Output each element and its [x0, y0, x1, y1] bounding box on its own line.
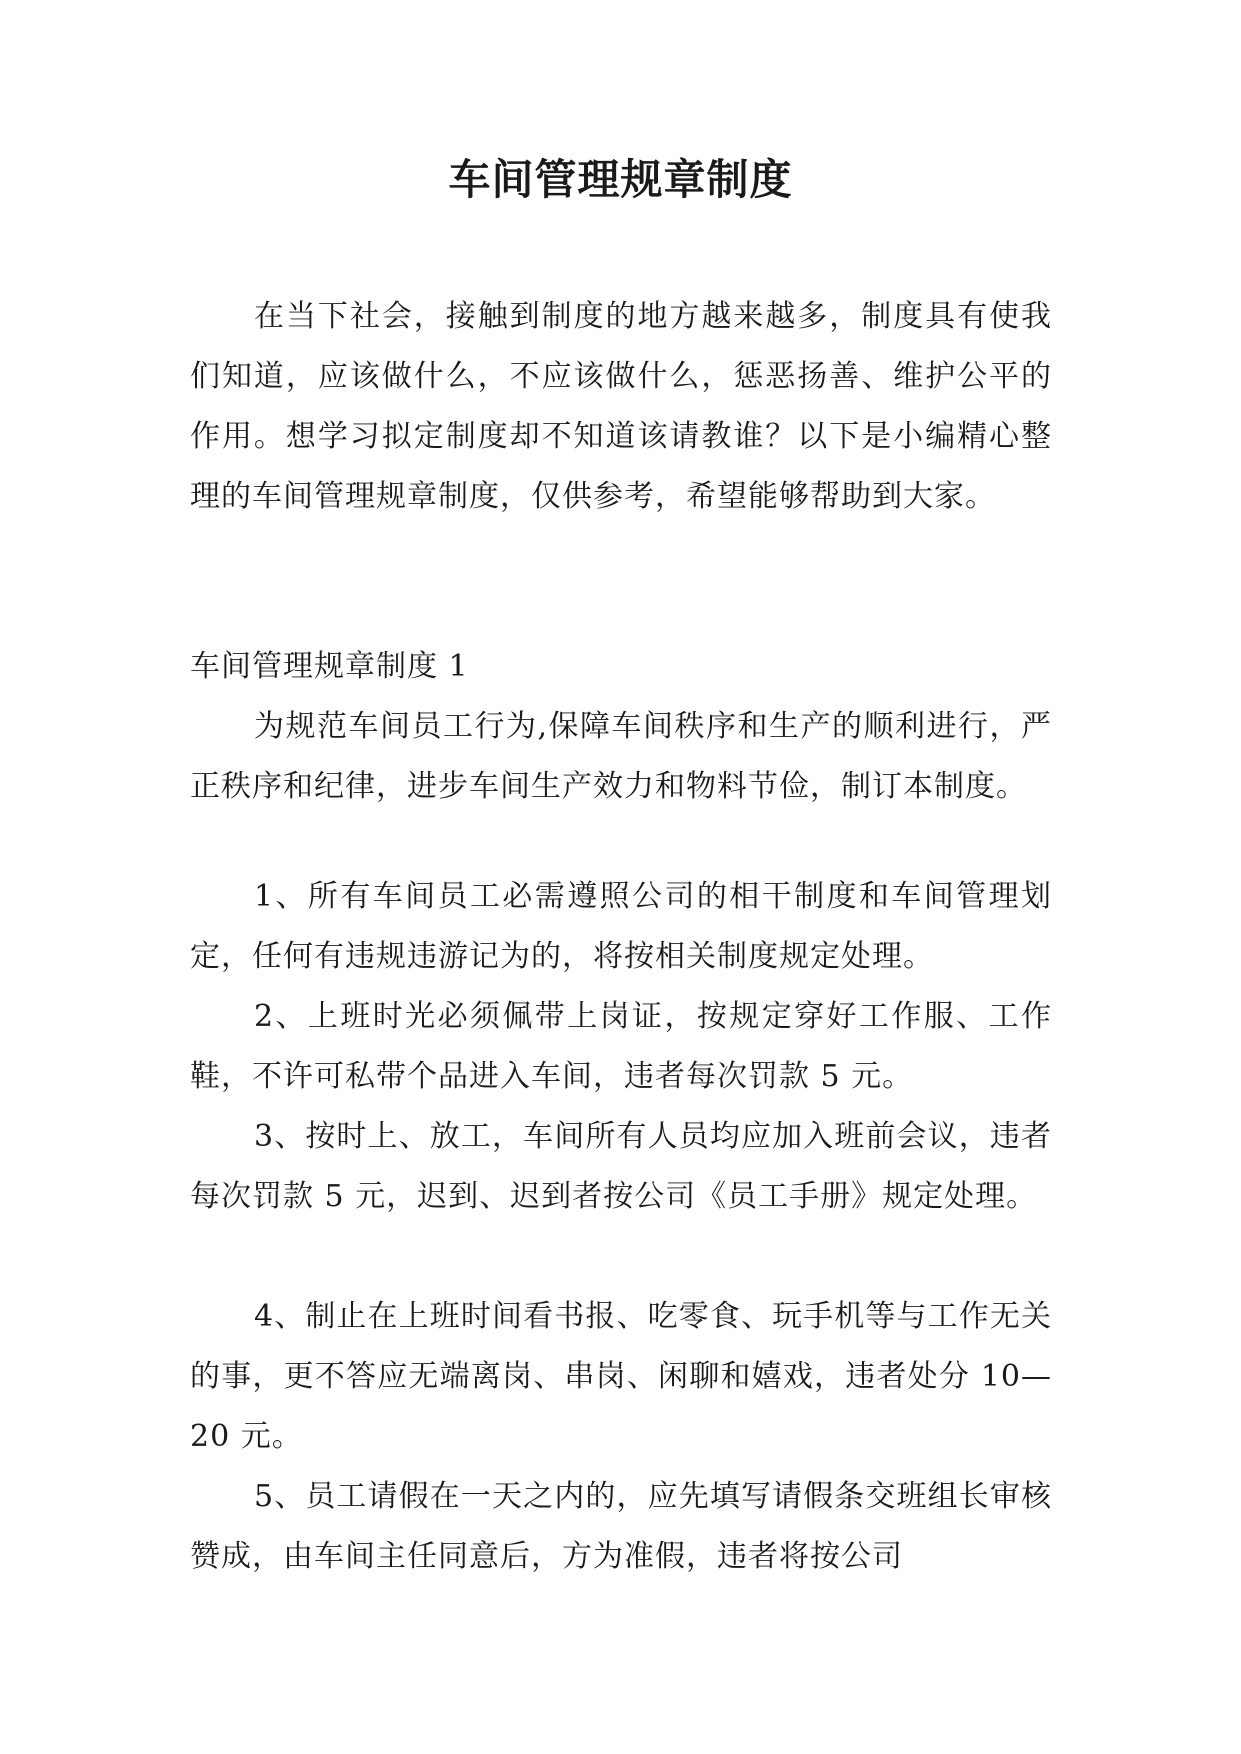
preface-paragraph: 为规范车间员工行为,保障车间秩序和生产的顺利进行，严正秩序和纪律，进步车间生产效力和物料节俭，制订本制度。: [190, 709, 1052, 804]
intro-paragraph: 在当下社会，接触到制度的地方越来越多，制度具有使我们知道，应该做什么，不应该做什么，惩恶扬善、维护公平的作用。想学习拟定制度却不知道该请教谁？以下是小编精心整理的车间管理规章制度，仅供参考，希望能够帮助到大家。: [190, 299, 1052, 514]
rule-item-1: 1、所有车间员工必需遵照公司的相干制度和车间管理划定，任何有违规违游记为的，将按相关制度规定处理。: [190, 879, 1052, 974]
rule-item-4: 4、制止在上班时间看书报、吃零食、玩手机等与工作无关的事，更不答应无端离岗、串岗、闲聊和嬉戏，违者处分 10—20 元。: [190, 1299, 1052, 1454]
rule-item-5: 5、员工请假在一天之内的，应先填写请假条交班组长审核赞成，由车间主任同意后，方为准假，违者将按公司: [190, 1479, 1052, 1574]
page-title: 车间管理规章制度: [448, 155, 793, 204]
rule-item-2: 2、上班时光必须佩带上岗证，按规定穿好工作服、工作鞋，不许可私带个品进入车间，违者每次罚款 5 元。: [190, 999, 1052, 1094]
section-heading: 车间管理规章制度 1: [190, 649, 469, 684]
rule-item-3: 3、按时上、放工，车间所有人员均应加入班前会议，违者每次罚款 5 元，迟到、迟到者按公司《员工手册》规定处理。: [190, 1119, 1052, 1214]
